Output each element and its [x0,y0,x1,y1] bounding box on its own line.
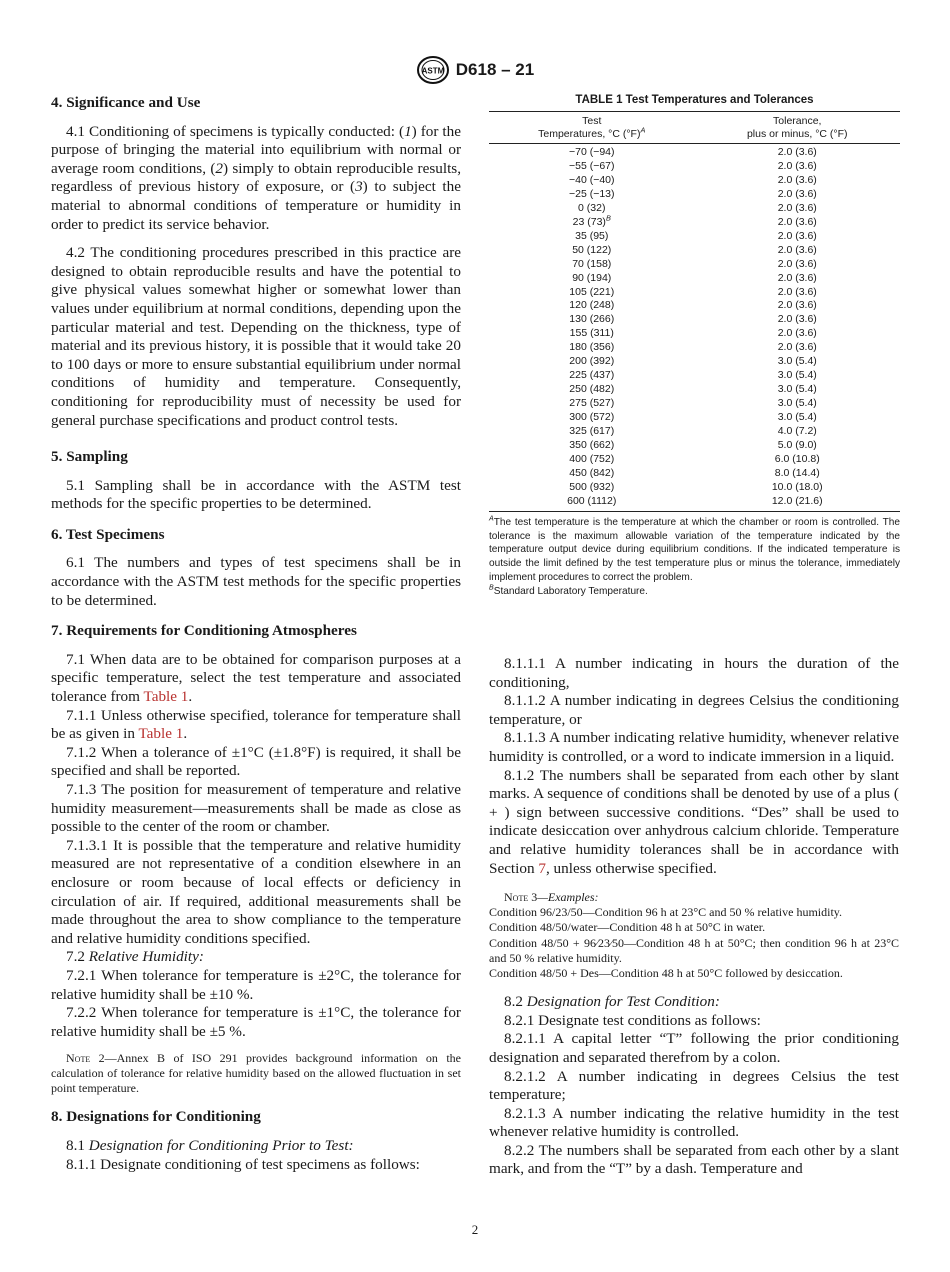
cell-test-temperature: 450 (842) [569,466,615,479]
paragraph-5-1: 5.1 Sampling shall be in accordance with the ASTM test methods for the specific properties to be determined. [51,476,461,513]
table-row [489,481,900,495]
paragraph-8-1-1-3: 8.1.1.3 A number indicating relative humidity, whenever relative humidity is controlled, or a word to indicate immersion in a liquid. [489,729,899,765]
cell-test-temperature: 180 (356) [569,341,615,354]
cell-test-temperature: −70 (−94) [568,146,615,158]
table-row [489,230,900,244]
cell-test-temperature: 250 (482) [569,383,615,396]
table-row [489,369,900,383]
cell-tolerance: 2.0 (3.6) [777,341,817,354]
note-3-title: —Examples: [537,890,599,905]
cell-tolerance: 2.0 (3.6) [777,173,817,186]
table-row [489,202,900,216]
page-number: 2 [471,1222,479,1237]
footnote-a: $^A$The test temperature is the temperature at which the chamber or room is controlled. The tolerance is the maximum allowable variation of the temperature indicated by the temperature output device during equilibrium conditions. If the indicated temperature is outside the limit defined by the test temperature plus or minus the tolerance, immediately implement procedures to correct the problem. [489,515,900,583]
table-footnotes [489,516,900,599]
section-8-heading: 8. Designations for Conditioning [51,1108,261,1126]
paragraph-8-1-1-2: 8.1.1.2 A number indicating in degrees Celsius the conditioning temperature, or [489,692,899,728]
table-row [489,160,900,174]
cell-test-temperature: 400 (752) [569,452,615,465]
footnote-b: $^B$Standard Laboratory Temperature. [489,584,648,597]
astm-logo-icon [416,55,450,85]
table-row [489,383,900,397]
cell-test-temperature: 23 $(73)^B$ [572,213,611,228]
table-title: TABLE 1 Test Temperatures and Tolerances [575,94,814,106]
section-7-link[interactable]: 7 [538,859,546,877]
paragraph-8-2-1: 8.2.1 Designate test conditions as follows: [504,1011,761,1029]
paragraph-8-1-1-1: 8.1.1.1 A number indicating in hours the duration of the conditioning, [489,655,899,691]
table-row [489,244,900,258]
cell-tolerance: 2.0 (3.6) [777,299,817,312]
cell-tolerance: 2.0 (3.6) [777,243,817,256]
section-5-heading: 5. Sampling [51,448,128,466]
cell-test-temperature: 50 (122) [572,243,612,256]
cell-test-temperature: 300 (572) [569,411,615,424]
table-row [489,272,900,286]
cell-tolerance: 3.0 (5.4) [777,411,817,424]
table-row [489,397,900,411]
cell-test-temperature: 0 (32) [578,201,606,214]
table-1-link[interactable]: Table 1 [143,688,189,706]
table-row [489,453,900,467]
note-3-example-3: Condition 48/50 + 96⁄23⁄50—Condition 48 h at 50°C; then condition 96 h at 23°C and 50 % relative humidity. [489,935,899,965]
cell-test-temperature: 325 (617) [569,425,615,438]
cell-tolerance: 2.0 (3.6) [777,159,817,172]
cell-test-temperature: 105 (221) [569,285,615,298]
paragraph-7-2-1: 7.2.1 When tolerance for temperature is ±2°C, the tolerance for relative humidity shall be ±10 %. [51,966,461,1003]
cell-tolerance: 3.0 (5.4) [777,397,817,410]
paragraph-8-2-2: 8.2.2 The numbers shall be separated from each other by a slant mark, and from the “T” by a dash. Temperature and [489,1141,899,1178]
cell-tolerance: 4.0 (7.2) [777,425,817,438]
cell-test-temperature: −40 (−40) [568,173,615,186]
cell-test-temperature: 90 (194) [572,271,612,284]
cell-tolerance: 2.0 (3.6) [777,257,817,270]
section-6-heading: 6. Test Specimens [51,525,165,543]
table-row [489,188,900,202]
cell-tolerance: 6.0 (10.8) [774,452,820,465]
cell-tolerance: 2.0 (3.6) [777,271,817,284]
table-body [489,144,900,512]
cell-test-temperature: 500 (932) [569,480,615,493]
document-id: D618 – 21 [455,60,535,79]
paragraph-7-1: 7.1 When data are to be obtained for comparison purposes at a specific temperature, select the test temperature and associated tolerance from Table 1. [51,650,461,706]
table-row [489,258,900,272]
cell-test-temperature: −55 (−67) [568,159,615,172]
cell-tolerance: 2.0 (3.6) [777,285,817,298]
paragraph-7-1-2: 7.1.2 When a tolerance of ±1°C (±1.8°F) is required, it shall be specified and shall be reported. [51,743,461,780]
cell-test-temperature: 275 (527) [569,397,615,410]
column-header-test-temperature: Test Temperatures, °C $(^\circ F)^A$ [538,115,646,140]
cell-tolerance: 5.0 (9.0) [777,439,817,452]
cell-tolerance: 3.0 (5.4) [777,369,817,382]
temperature-table [489,111,900,512]
table-row [489,299,900,313]
svg-text:ASTM: ASTM [421,66,445,76]
cell-test-temperature: 350 (662) [569,439,615,452]
cell-tolerance: 10.0 (18.0) [771,480,823,493]
table-header-row [489,112,900,144]
table-row [489,341,900,355]
cell-tolerance: 2.0 (3.6) [777,215,817,228]
note-3-example-4: Condition 48/50 + Des—Condition 48 h at 50°C followed by desiccation. [489,965,843,980]
paragraph-8-2: 8.2 Designation for Test Condition: [504,993,720,1011]
paragraph-7-1-3: 7.1.3 The position for measurement of temperature and relative humidity measurement—measurements shall be made as close as possible to the center of the room or chamber. [51,781,461,836]
table-row [489,439,900,453]
cell-test-temperature: 155 (311) [569,327,614,340]
paragraph-7-1-3-1: 7.1.3.1 It is possible that the temperature and relative humidity measured are not representative of a condition elsewhere in an enclosure or room because of local effects or deficiency in circulation of air. If required, additional measurements shall be made throughout the area to show compliance to the temperature and relative humidity conditions specified. [51,836,461,947]
cell-tolerance: 2.0 (3.6) [777,327,817,340]
cell-tolerance: 12.0 (21.6) [771,494,823,507]
cell-tolerance: 2.0 (3.6) [777,201,817,214]
paragraph-7-2: 7.2 Relative Humidity: [66,948,204,966]
cell-test-temperature: 600 (1112) [567,494,617,507]
table-row [489,286,900,300]
cell-tolerance: 8.0 (14.4) [774,466,820,479]
cell-test-temperature: 70 (158) [572,257,612,270]
paragraph-8-1-2: 8.1.2 The numbers shall be separated from each other by slant marks. A sequence of conditions shall be denoted by use of a plus ( + ) sign between successive conditions. “Des” shall be used to indicate desiccation over anhydrous calcium chloride. Temperature and relative humidity tolerances shall be in accordance with Section 7, unless otherwise specified. [489,766,899,877]
table-row [489,467,900,481]
note-3-example-1: Condition 96/23/50—Condition 96 h at 23°C and 50 % relative humidity. [489,905,842,920]
section-4-heading: 4. Significance and Use [51,94,201,111]
table-row [489,216,900,230]
table-row [489,174,900,188]
table-row [489,144,900,160]
note-3 [489,890,899,981]
cell-tolerance: 2.0 (3.6) [777,146,817,158]
page-header [0,55,950,85]
cell-tolerance: 2.0 (3.6) [777,229,817,242]
cell-test-temperature: 35 (95) [575,229,609,242]
note-3-example-2: Condition 48/50/water—Condition 48 h at 50°C in water. [489,920,766,935]
cell-test-temperature: 130 (266) [569,313,615,326]
table-row [489,425,900,439]
paragraph-7-2-2: 7.2.2 When tolerance for temperature is ±1°C, the tolerance for relative humidity shall be ±5 %. [51,1004,461,1040]
right-column [489,655,899,1179]
paragraph-6-1: 6.1 The numbers and types of test specimens shall be in accordance with the ASTM test methods for the specific properties to be determined. [51,554,461,609]
cell-test-temperature: 225 (437) [569,369,615,382]
table-row [489,327,900,341]
table-1 [489,94,900,599]
note-3-label: Note 3 [504,890,538,905]
paragraph-8-1: 8.1 Designation for Conditioning Prior to Test: [66,1136,354,1154]
section-7-heading: 7. Requirements for Conditioning Atmospheres [51,622,357,640]
paragraph-8-2-1-2: 8.2.1.2 A number indicating in degrees Celsius the test temperature; [489,1067,899,1104]
cell-tolerance: 3.0 (5.4) [777,383,817,396]
cell-tolerance: 2.0 (3.6) [777,313,817,326]
table-row [489,411,900,425]
note-2: Note 2—Annex B of ISO 291 provides background information on the calculation of tolerance for relative humidity based on the allowed fluctuation in set point temperature. [51,1051,461,1096]
cell-tolerance: 2.0 (3.6) [777,187,817,200]
cell-test-temperature: 200 (392) [569,355,615,368]
left-column [51,94,461,1174]
table-row [489,355,900,369]
paragraph-4-1: 4.1 Conditioning of specimens is typically conducted: (1) for the purpose of bringing the material into equilibrium with normal or average room conditions, (2) simply to obtain reproducible results, regardless of previous history of exposure, or (3) to subject the material to abnormal conditions of temperature or humidity in order to predict its service behavior. [51,122,461,233]
column-header-tolerance: Tolerance, plus or minus, °C (°F) [746,115,848,140]
paragraph-8-2-1-3: 8.2.1.3 A number indicating the relative humidity in the test whenever relative humidity is controlled. [489,1104,899,1141]
table-row [489,313,900,327]
paragraph-4-2: 4.2 The conditioning procedures prescribed in this practice are designed to obtain reproducible results and have the potential to give physical values somewhat higher or somewhat lower than values under equilibrium at normal conditions, depending upon the particular material and test. Depending on the thickness, type of material and its previous history, it is possible that it would take 20 to 100 days or more to ensure substantial equilibrium under normal conditions of humidity and temperature. Consequently, conditioning for reproducibility must of necessity be used for general purchase specifications and product control tests. [51,244,461,429]
table-1-link[interactable]: Table 1 [138,725,184,743]
cell-test-temperature: 120 (248) [569,299,615,312]
paragraph-8-1-1: 8.1.1 Designate conditioning of test specimens as follows: [66,1155,420,1173]
table-row [489,495,900,511]
cell-tolerance: 3.0 (5.4) [777,355,817,368]
paragraph-8-2-1-1: 8.2.1.1 A capital letter “T” following the prior conditioning designation and separated therefrom by a colon. [489,1030,899,1066]
cell-test-temperature: −25 (−13) [568,187,615,200]
paragraph-7-1-1: 7.1.1 Unless otherwise specified, tolerance for temperature shall be as given in Table 1. [51,706,461,743]
